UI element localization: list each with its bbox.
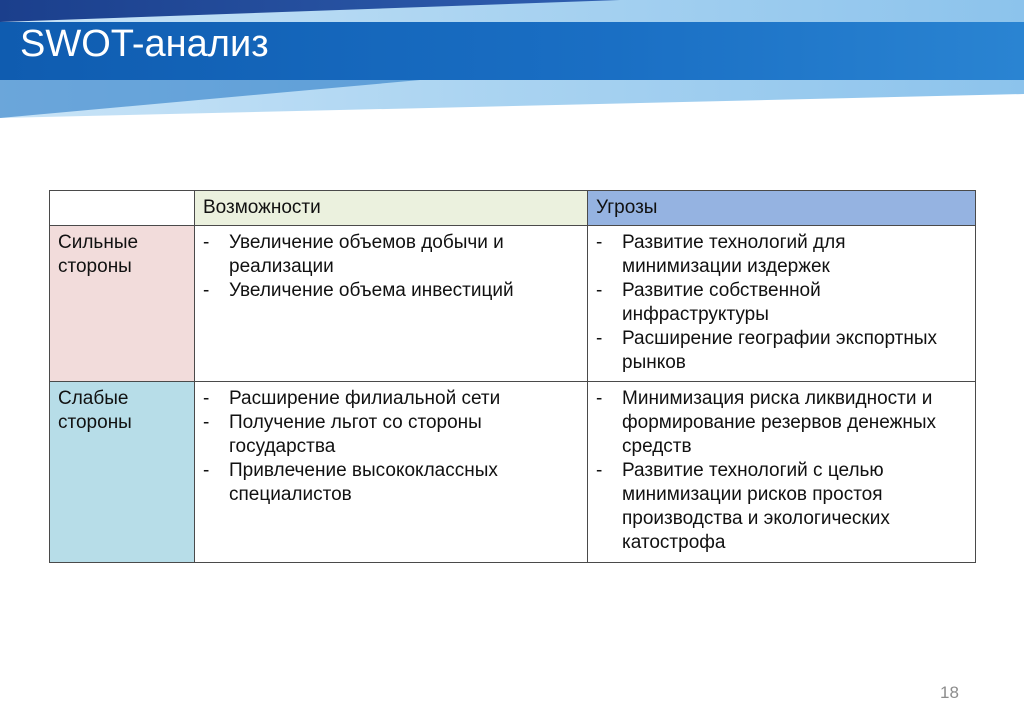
cell-weaknesses-threats <box>588 382 976 563</box>
list-item: - Развитие собственной инфраструктуры <box>596 279 967 327</box>
table-corner-cell <box>50 191 195 226</box>
swot-table <box>49 190 976 563</box>
list-item: - Увеличение объема инвестиций <box>203 279 579 303</box>
row-header-weaknesses: Слабые стороны <box>50 382 195 563</box>
cell-weaknesses-opportunities <box>195 382 588 563</box>
slide-title: SWOT-анализ <box>20 23 269 65</box>
list-item: - Развитие технологий с целью минимизации рисков простоя производства и экологических катострофа <box>596 459 967 555</box>
list-item: - Привлечение высококлассных специалистов <box>203 459 579 507</box>
list-item: - Минимизация риска ликвидности и формирование резервов денежных средств <box>596 387 967 459</box>
table-row-weaknesses <box>50 382 976 563</box>
column-header-opportunities: Возможности <box>195 191 588 226</box>
table-header-row <box>50 191 976 226</box>
list-item: - Расширение филиальной сети <box>203 387 579 411</box>
list-item: - Увеличение объемов добычи и реализации <box>203 231 579 279</box>
column-header-threats: Угрозы <box>588 191 976 226</box>
table-row-strengths <box>50 226 976 382</box>
list-item: - Развитие технологий для минимизации издержек <box>596 231 967 279</box>
row-header-strengths: Сильные стороны <box>50 226 195 382</box>
cell-strengths-opportunities <box>195 226 588 382</box>
cell-strengths-threats <box>588 226 976 382</box>
list-item: - Получение льгот со стороны государства <box>203 411 579 459</box>
page-number: 18 <box>940 683 959 702</box>
list-item: - Расширение географии экспортных рынков <box>596 327 967 375</box>
